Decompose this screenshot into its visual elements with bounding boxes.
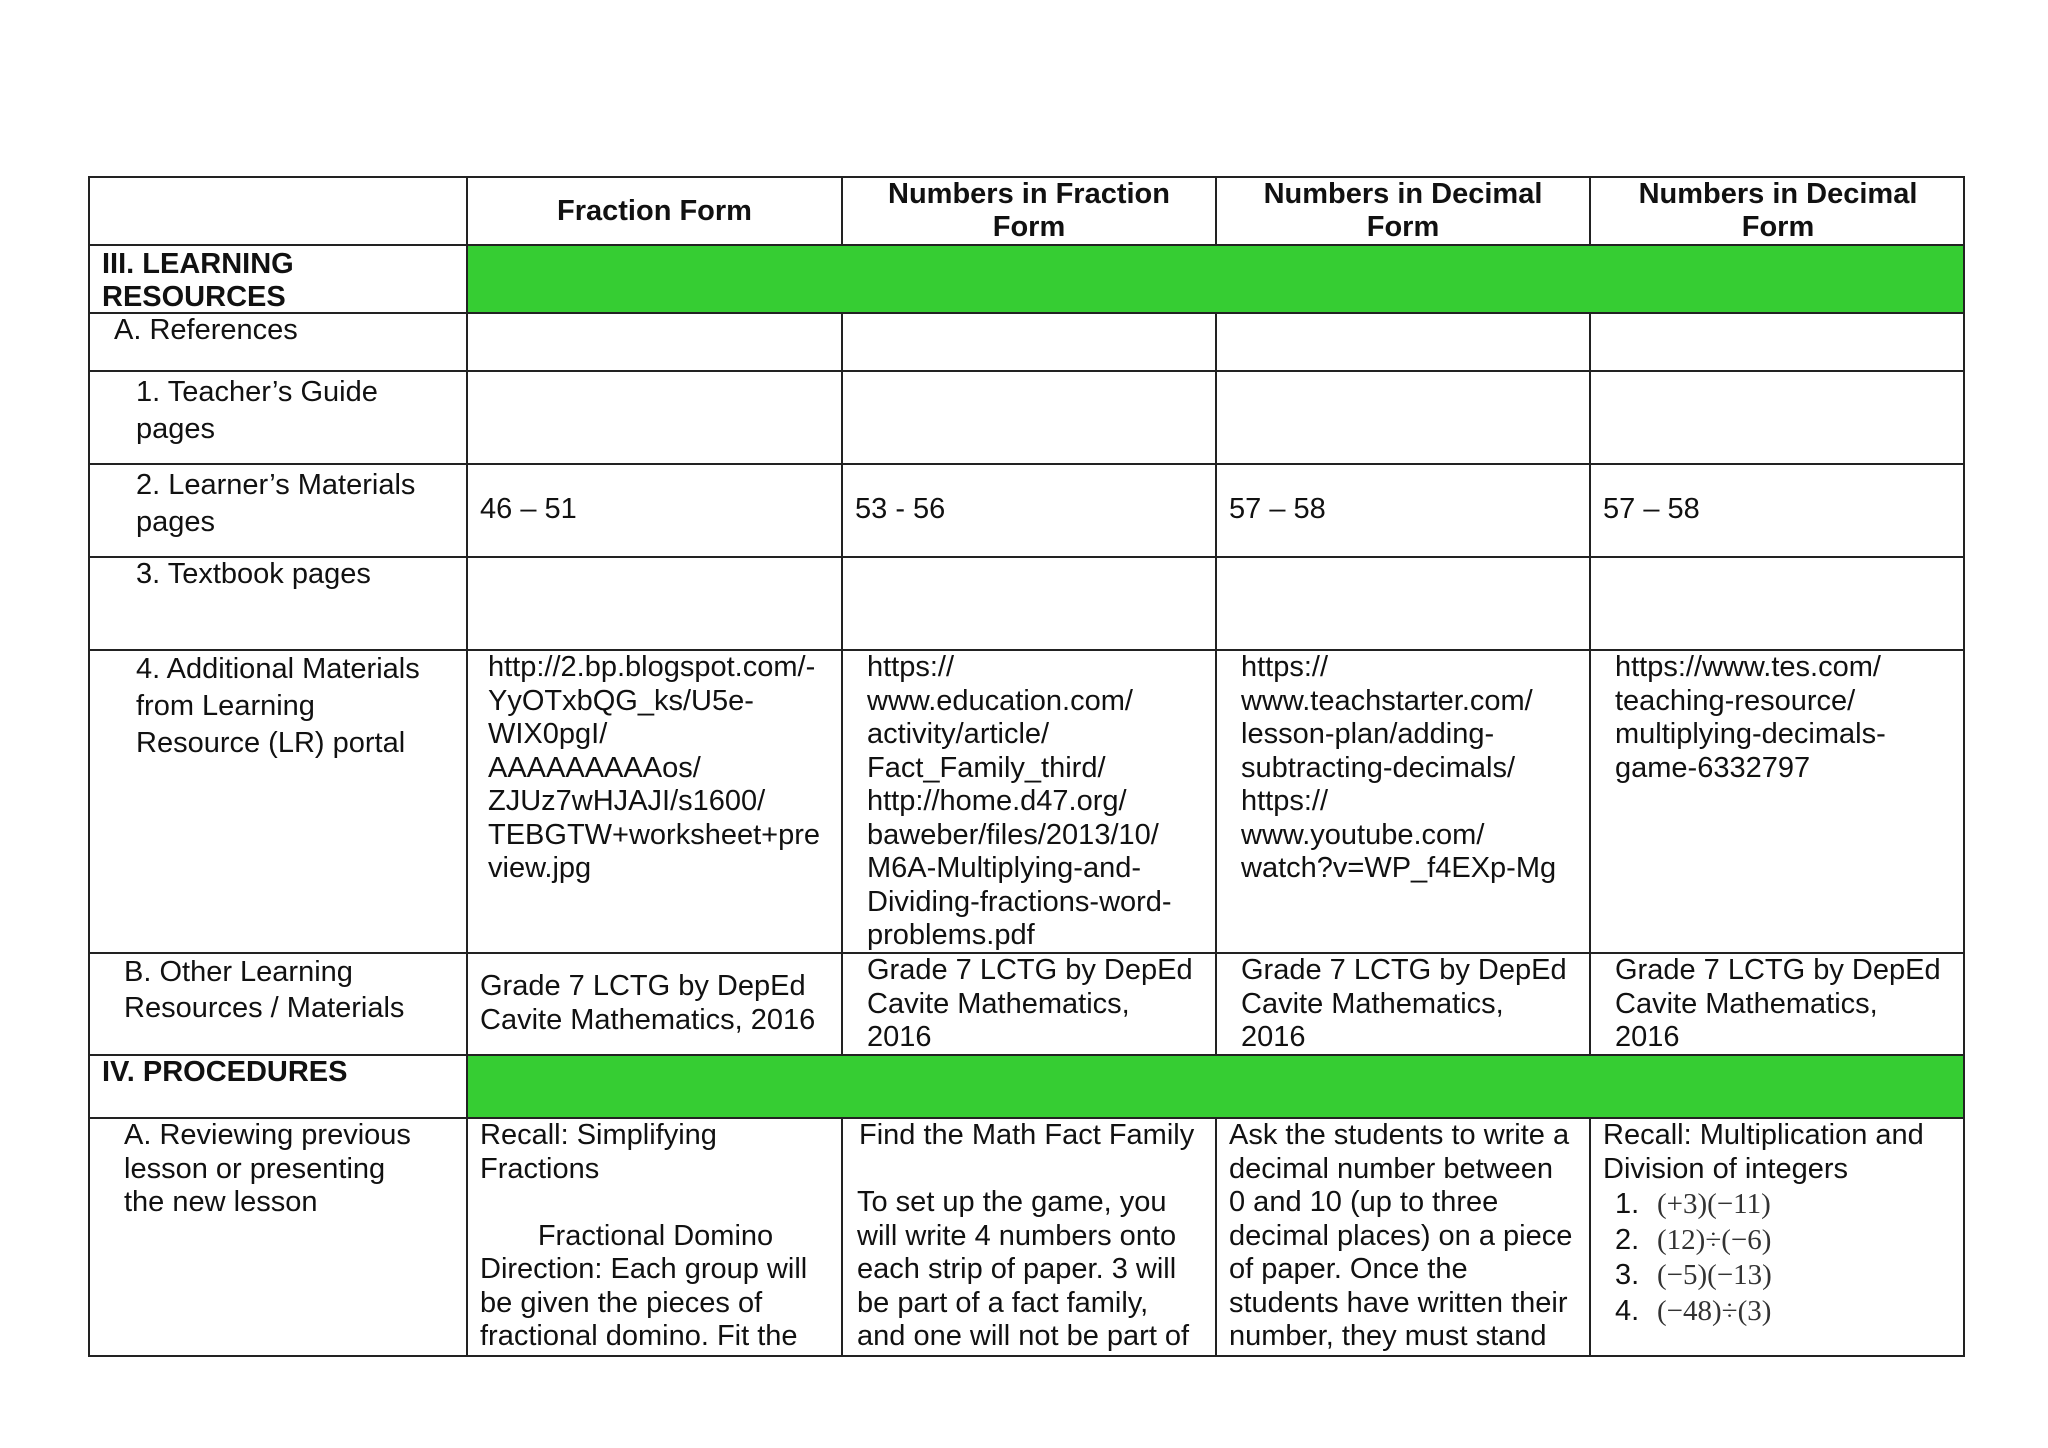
other-material-cell-3: [1215, 952, 1589, 1054]
additional-link-cell-2: [841, 649, 1215, 952]
textbook-label: 3. Textbook pages: [136, 558, 371, 590]
resource-link[interactable]: https://www.tes.com/ teaching-resource/ multiplying-decimals- game-6332797: [1615, 651, 1886, 784]
textbook-cell-1: [466, 556, 841, 649]
lm-pages-value: 57 – 58: [1603, 493, 1700, 525]
other-resources-label-cell: [88, 952, 466, 1054]
references-label-cell: [88, 312, 466, 370]
reviewing-title: Find the Math Fact Family: [859, 1119, 1195, 1151]
exercise-expression: (−5)(−13): [1657, 1259, 1772, 1291]
resource-link[interactable]: https:// www.education.com/ activity/article/ Fact_Family_third/ http://home.d47.org/ baweber/files/2013/10/ M6A-Multiplying-and- Dividing-fractions-word- problems.pdf: [867, 651, 1172, 951]
teachers-guide-cell-4: [1589, 370, 1965, 463]
teachers-guide-cell-2: [841, 370, 1215, 463]
other-resources-label: B. Other Learning Resources / Materials: [124, 956, 405, 1024]
references-label: A. References: [114, 314, 298, 346]
lesson-plan-table: [88, 176, 1965, 1357]
reviewing-label-cell: [88, 1117, 466, 1357]
additional-materials-label: 4. Additional Materials from Learning Resource (LR) portal: [136, 653, 420, 759]
exercise-number: 4.: [1615, 1294, 1640, 1327]
header-numbers-decimal-form-1: Numbers in Decimal Form: [1215, 176, 1589, 244]
reviewing-cell-4: [1589, 1117, 1965, 1357]
exercise-expression: (+3)(−11): [1657, 1188, 1771, 1220]
other-material-text: Grade 7 LCTG by DepEd Cavite Mathematics, 2016: [867, 954, 1193, 1053]
other-material-cell-1: [466, 952, 841, 1054]
other-material-text: Grade 7 LCTG by DepEd Cavite Mathematics, 2016: [480, 970, 816, 1036]
lm-pages-cell-1: [466, 463, 841, 556]
learning-resources-label-cell: [88, 244, 466, 312]
exercise-number: 1.: [1615, 1188, 1640, 1220]
reviewing-body: Direction: Each group will be given the pieces of fractional domino. Fit the: [480, 1253, 808, 1352]
exercise-item: [1615, 1295, 1772, 1331]
reviewing-cell-2: [841, 1117, 1215, 1357]
reviewing-body: Ask the students to write a decimal number between 0 and 10 (up to three decimal places) on a piece of paper. Once the students have written their number, they must stand: [1229, 1119, 1573, 1352]
lm-pages-cell-2: [841, 463, 1215, 556]
learning-resources-green-band: [466, 244, 1965, 312]
header-numbers-decimal-form-2: Numbers in Decimal Form: [1589, 176, 1965, 244]
teachers-guide-cell-3: [1215, 370, 1589, 463]
lm-pages-cell-4: [1589, 463, 1965, 556]
teachers-guide-label-cell: [88, 370, 466, 463]
procedures-heading: IV. PROCEDURES: [102, 1056, 348, 1088]
references-cell-3: [1215, 312, 1589, 370]
learners-materials-label: 2. Learner’s Materials pages: [136, 469, 416, 538]
learning-resources-heading: III. LEARNING RESOURCES: [102, 248, 294, 313]
header-fraction-form: Fraction Form: [466, 176, 841, 244]
reviewing-cell-1: [466, 1117, 841, 1357]
other-material-cell-2: [841, 952, 1215, 1054]
exercise-expression: (12)÷(−6): [1657, 1223, 1772, 1256]
procedures-green-band: [466, 1054, 1965, 1117]
additional-link-cell-4: [1589, 649, 1965, 952]
reviewing-label: A. Reviewing previous lesson or presenting the new lesson: [124, 1119, 411, 1218]
exercise-number: 3.: [1615, 1259, 1640, 1291]
references-cell-4: [1589, 312, 1965, 370]
resource-link[interactable]: https:// www.teachstarter.com/ lesson-plan/adding- subtracting-decimals/ https:// www.youtube.com/ watch?v=WP_f4EXp-Mg: [1241, 651, 1557, 884]
reviewing-title: Recall: Multiplication and Division of integers: [1603, 1119, 1924, 1185]
additional-link-cell-3: [1215, 649, 1589, 952]
procedures-label-cell: [88, 1054, 466, 1117]
textbook-cell-4: [1589, 556, 1965, 649]
references-cell-2: [841, 312, 1215, 370]
additional-link-cell-1: [466, 649, 841, 952]
lm-pages-cell-3: [1215, 463, 1589, 556]
lm-pages-value: 46 – 51: [480, 493, 577, 525]
reviewing-subtitle: Fractional Domino: [537, 1220, 774, 1252]
teachers-guide-cell-1: [466, 370, 841, 463]
exercise-expression: (−48)÷(3): [1657, 1294, 1772, 1327]
lm-pages-value: 53 - 56: [855, 493, 946, 525]
textbook-label-cell: [88, 556, 466, 649]
other-material-text: Grade 7 LCTG by DepEd Cavite Mathematics, 2016: [1241, 954, 1567, 1053]
textbook-cell-2: [841, 556, 1215, 649]
learners-materials-label-cell: [88, 463, 466, 556]
exercise-item: [1615, 1259, 1772, 1295]
references-cell-1: [466, 312, 841, 370]
reviewing-cell-3: [1215, 1117, 1589, 1357]
other-material-cell-4: [1589, 952, 1965, 1054]
resource-link[interactable]: http://2.bp.blogspot.com/- YyOTxbQG_ks/U5e- WIX0pgI/ AAAAAAAAAos/ ZJUz7wHJAJI/s1600/ TEBGTW+worksheet+pre view.jpg: [488, 651, 820, 884]
exercise-item: [1615, 1188, 1772, 1224]
reviewing-body: To set up the game, you will write 4 numbers onto each strip of paper. 3 will be part of a fact family, and one will not be part of: [857, 1186, 1190, 1352]
other-material-text: Grade 7 LCTG by DepEd Cavite Mathematics, 2016: [1615, 954, 1941, 1053]
integer-exercise-list: [1615, 1188, 1772, 1330]
reviewing-title: Recall: Simplifying Fractions: [480, 1119, 717, 1185]
teachers-guide-label: 1. Teacher’s Guide pages: [136, 376, 378, 445]
textbook-cell-3: [1215, 556, 1589, 649]
additional-materials-label-cell: [88, 649, 466, 952]
header-numbers-fraction-form: Numbers in Fraction Form: [841, 176, 1215, 244]
header-empty-cell: [88, 176, 466, 244]
lm-pages-value: 57 – 58: [1229, 493, 1326, 525]
exercise-item: [1615, 1224, 1772, 1260]
exercise-number: 2.: [1615, 1223, 1640, 1256]
